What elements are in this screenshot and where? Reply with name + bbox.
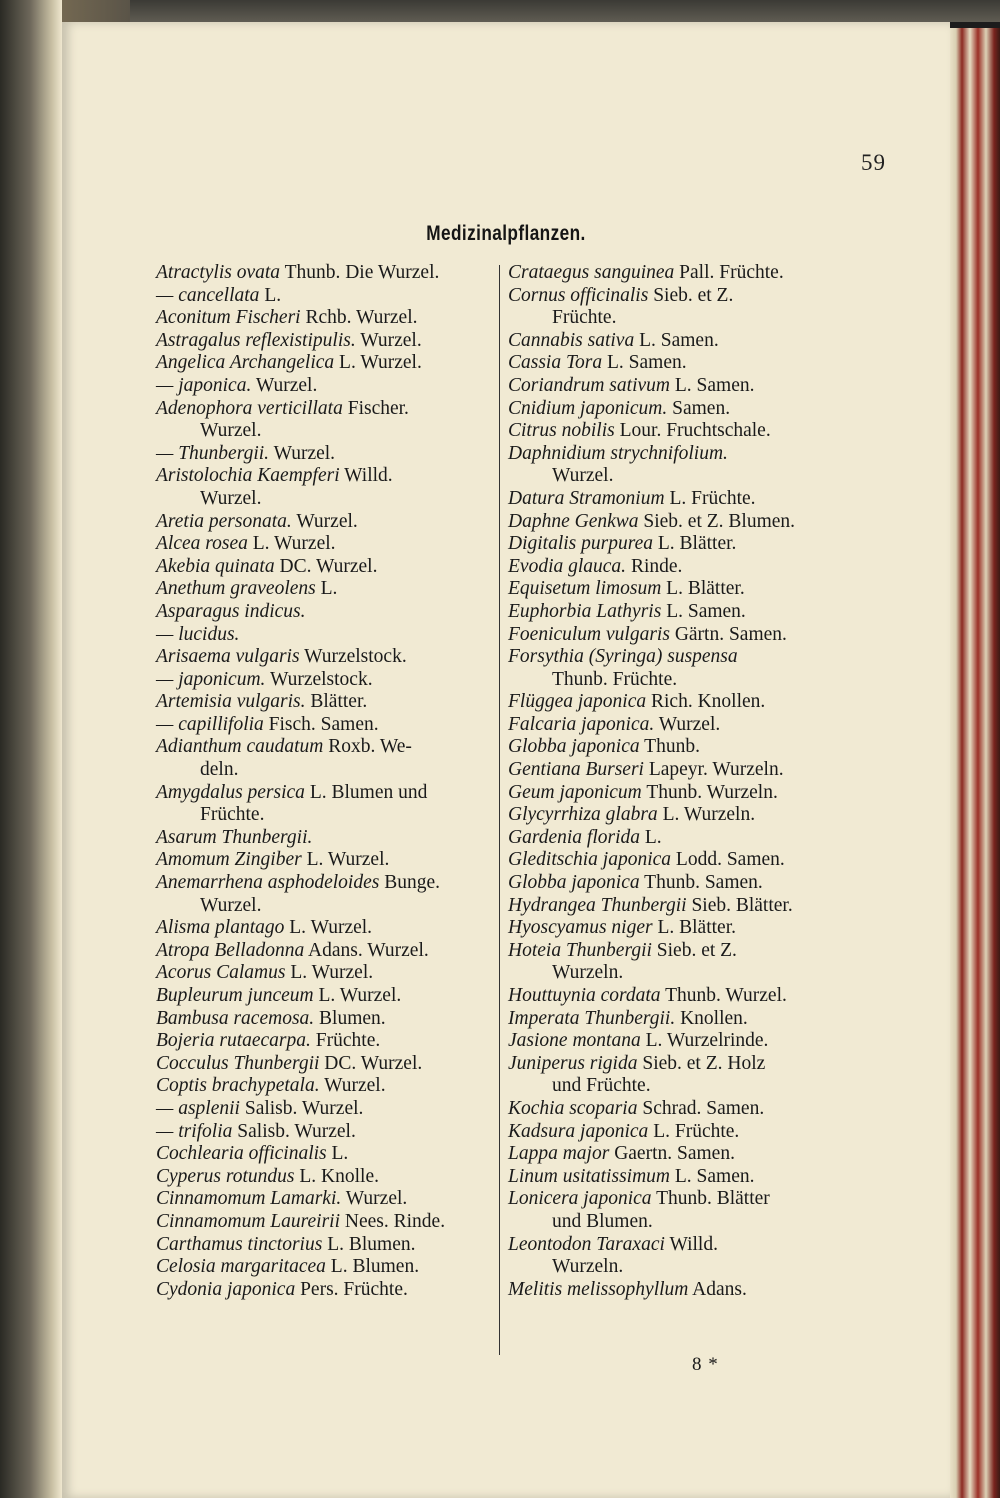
entry-line bbox=[156, 285, 496, 308]
entry-line bbox=[508, 691, 848, 714]
species-description: Sieb. et Z. Holz bbox=[642, 1052, 766, 1074]
entry-line bbox=[508, 1121, 848, 1144]
entry-line bbox=[508, 307, 848, 330]
species-name: Cnidium japonicum. bbox=[508, 397, 668, 419]
entry-line bbox=[508, 1053, 848, 1076]
entry-line bbox=[156, 624, 496, 647]
entry-continuation: Wurzeln. bbox=[552, 1256, 624, 1278]
species-name: Jasione montana bbox=[508, 1030, 641, 1052]
species-name: Digitalis purpurea bbox=[508, 533, 653, 555]
species-name: Cochlearia officinalis bbox=[156, 1143, 327, 1165]
species-description: Wurzel. bbox=[658, 713, 721, 735]
species-name: Cannabis sativa bbox=[508, 329, 635, 351]
species-description: L. bbox=[331, 1143, 349, 1165]
entry-line bbox=[156, 420, 496, 443]
species-description: L. Blumen. bbox=[327, 1233, 416, 1255]
species-name: Houttuynia cordata bbox=[508, 985, 661, 1006]
entry-continuation: Früchte. bbox=[552, 307, 617, 329]
entry-continuation: deln. bbox=[200, 759, 239, 781]
species-name: Kadsura japonica bbox=[508, 1120, 649, 1142]
entry-line bbox=[156, 782, 496, 805]
species-name: Carthamus tinctorius bbox=[156, 1233, 323, 1255]
entry-line bbox=[156, 985, 496, 1008]
entry-line bbox=[156, 511, 496, 534]
entry-line bbox=[156, 375, 496, 398]
entry-line bbox=[156, 262, 496, 285]
species-name: Adenophora verticillata bbox=[156, 397, 343, 419]
entry-line bbox=[156, 646, 496, 669]
species-name: — trifolia bbox=[156, 1120, 233, 1142]
entry-line bbox=[508, 895, 848, 918]
species-name: — lucidus. bbox=[156, 623, 240, 645]
entry-line bbox=[156, 1075, 496, 1098]
entry-line bbox=[156, 398, 496, 421]
entry-line bbox=[508, 849, 848, 872]
entry-line bbox=[508, 511, 848, 534]
species-description: Pall. Früchte. bbox=[679, 262, 784, 283]
species-description: Gärtn. Samen. bbox=[674, 623, 787, 645]
species-description: Willd. bbox=[669, 1233, 718, 1255]
entry-line bbox=[508, 352, 848, 375]
entry-line bbox=[156, 1143, 496, 1166]
species-description: L. Blätter. bbox=[666, 578, 745, 600]
entry-line bbox=[508, 782, 848, 805]
entry-line bbox=[156, 1053, 496, 1076]
species-description: L. Wurzel. bbox=[339, 352, 422, 374]
species-description: Thunb. Wurzeln. bbox=[646, 781, 778, 803]
entry-line bbox=[508, 827, 848, 850]
species-name: Asparagus indicus. bbox=[156, 600, 306, 622]
species-description: Pers. Früchte. bbox=[300, 1278, 408, 1300]
entry-line bbox=[156, 872, 496, 895]
entry-line bbox=[508, 1211, 848, 1234]
book-page bbox=[62, 22, 950, 1498]
species-description: Blumen. bbox=[319, 1007, 386, 1029]
species-description: Adans. Wurzel. bbox=[308, 939, 429, 961]
entry-continuation: Wurzel. bbox=[552, 465, 614, 487]
species-name: — japonica. bbox=[156, 374, 252, 396]
species-description: Thunb. Die Wurzel. bbox=[284, 262, 440, 283]
species-name: Glycyrrhiza glabra bbox=[508, 804, 658, 826]
entry-line bbox=[508, 759, 848, 782]
species-name: Atropa Belladonna bbox=[156, 939, 305, 961]
species-name: Bojeria rutaecarpa. bbox=[156, 1030, 311, 1052]
entry-line bbox=[156, 1166, 496, 1189]
species-name: Falcaria japonica. bbox=[508, 713, 655, 735]
species-name: Alisma plantago bbox=[156, 917, 285, 939]
species-name: Hydrangea Thunbergii bbox=[508, 894, 687, 916]
entry-line bbox=[508, 285, 848, 308]
entry-line bbox=[156, 556, 496, 579]
entry-line bbox=[156, 330, 496, 353]
book-gutter bbox=[0, 0, 62, 1498]
species-name: — capillifolia bbox=[156, 713, 264, 735]
species-name: Celosia margaritacea bbox=[156, 1256, 326, 1278]
species-description: Sieb. et Z. bbox=[656, 939, 737, 961]
species-description: Wurzel. bbox=[273, 442, 336, 464]
species-name: Evodia glauca. bbox=[508, 555, 627, 577]
species-name: Datura Stramonium bbox=[508, 487, 665, 509]
entry-line bbox=[156, 849, 496, 872]
entry-continuation: und Früchte. bbox=[552, 1075, 651, 1097]
species-description: Adans. bbox=[692, 1278, 747, 1300]
entry-continuation: Früchte. bbox=[200, 804, 265, 826]
species-name: Aconitum Fischeri bbox=[156, 307, 301, 329]
species-description: Roxb. We- bbox=[328, 736, 412, 758]
species-description: Wurzelstock. bbox=[304, 646, 407, 668]
species-description: Thunb. Samen. bbox=[644, 872, 763, 894]
entry-line bbox=[156, 1188, 496, 1211]
species-name: Cydonia japonica bbox=[156, 1278, 296, 1300]
entry-line bbox=[508, 533, 848, 556]
species-name: — japonicum. bbox=[156, 668, 266, 690]
entry-line bbox=[156, 352, 496, 375]
species-name: Alcea rosea bbox=[156, 533, 248, 555]
entry-line bbox=[508, 917, 848, 940]
entry-line bbox=[508, 985, 848, 1008]
entry-line bbox=[156, 307, 496, 330]
entry-line bbox=[508, 669, 848, 692]
entry-line bbox=[156, 1030, 496, 1053]
entry-line bbox=[508, 872, 848, 895]
entry-continuation: Wurzeln. bbox=[552, 962, 624, 984]
species-description: L. Samen. bbox=[607, 352, 687, 374]
entry-line bbox=[508, 646, 848, 669]
species-description: Lour. Fruchtschale. bbox=[619, 420, 771, 442]
species-name: Cassia Tora bbox=[508, 352, 603, 374]
species-name: Adianthum caudatum bbox=[156, 736, 324, 758]
entry-line bbox=[156, 1256, 496, 1279]
species-description: Thunb. Wurzel. bbox=[665, 985, 787, 1006]
entry-line bbox=[508, 375, 848, 398]
entry-line bbox=[156, 601, 496, 624]
species-description: Knollen. bbox=[680, 1007, 748, 1029]
species-name: Atractylis ovata bbox=[156, 262, 281, 283]
page-heading: Medizinalpflanzen. bbox=[426, 222, 586, 245]
entry-line bbox=[156, 895, 496, 918]
species-name: Gentiana Burseri bbox=[508, 759, 644, 781]
species-name: Juniperus rigida bbox=[508, 1052, 638, 1074]
species-name: Arisaema vulgaris bbox=[156, 646, 300, 668]
entry-line bbox=[156, 465, 496, 488]
species-description: Sieb. Blätter. bbox=[691, 894, 793, 916]
page-number: 59 bbox=[861, 150, 886, 175]
species-description: L. Blätter. bbox=[657, 917, 736, 939]
species-description: Fischer. bbox=[347, 397, 409, 419]
species-description: Thunb. Blätter bbox=[656, 1188, 770, 1210]
species-name: Hyoscyamus niger bbox=[508, 917, 653, 939]
species-name: Bupleurum junceum bbox=[156, 985, 314, 1006]
species-description: L. Samen. bbox=[674, 374, 755, 396]
species-description: Wurzelstock. bbox=[269, 668, 373, 690]
species-name: Globba japonica bbox=[508, 872, 640, 894]
entry-line bbox=[156, 1098, 496, 1121]
species-name: Cyperus rotundus bbox=[156, 1165, 295, 1187]
species-description: Sieb. et Z. bbox=[653, 284, 734, 306]
left-column bbox=[156, 262, 496, 1301]
species-description: Wurzel. bbox=[324, 1075, 386, 1097]
entry-line bbox=[156, 578, 496, 601]
species-description: L. Knolle. bbox=[299, 1165, 379, 1187]
entry-line bbox=[508, 1143, 848, 1166]
species-name: Akebia quinata bbox=[156, 555, 275, 577]
species-name: Euphorbia Lathyris bbox=[508, 600, 662, 622]
species-name: Lonicera japonica bbox=[508, 1188, 652, 1210]
species-description: L. Wurzeln. bbox=[662, 804, 756, 826]
species-description: Früchte. bbox=[315, 1030, 381, 1052]
species-description: L. Wurzel. bbox=[306, 849, 390, 871]
species-name: Angelica Archangelica bbox=[156, 352, 335, 374]
species-description: Rich. Knollen. bbox=[650, 691, 766, 713]
species-name: Bambusa racemosa. bbox=[156, 1007, 315, 1029]
entry-line bbox=[156, 488, 496, 511]
species-name: Geum japonicum bbox=[508, 781, 642, 803]
species-name: — asplenii bbox=[156, 1097, 240, 1119]
species-name: Kochia scoparia bbox=[508, 1097, 638, 1119]
species-name: Cocculus Thunbergii bbox=[156, 1052, 320, 1074]
species-name: Cinnamomum Laureirii bbox=[156, 1210, 341, 1232]
signature-mark: 8 * bbox=[692, 1354, 719, 1375]
entry-line bbox=[156, 940, 496, 963]
species-description: Lodd. Samen. bbox=[675, 849, 785, 871]
entry-line bbox=[156, 827, 496, 850]
species-name: Equisetum limosum bbox=[508, 578, 662, 600]
species-description: Nees. Rinde. bbox=[344, 1210, 446, 1232]
species-description: L. Blätter. bbox=[657, 533, 737, 555]
entry-line bbox=[508, 624, 848, 647]
entry-line bbox=[156, 1121, 496, 1144]
entry-line bbox=[508, 736, 848, 759]
entry-line bbox=[156, 533, 496, 556]
entry-line bbox=[508, 556, 848, 579]
species-name: Acorus Calamus bbox=[156, 962, 286, 984]
species-name: Aretia personata. bbox=[156, 510, 292, 532]
species-description: L. bbox=[320, 578, 338, 600]
entry-line bbox=[156, 736, 496, 759]
entry-line bbox=[508, 1279, 848, 1302]
entry-line bbox=[508, 465, 848, 488]
entry-line bbox=[156, 1008, 496, 1031]
species-name: Linum usitatissimum bbox=[508, 1165, 670, 1187]
species-description: DC. Wurzel. bbox=[279, 555, 378, 577]
species-description: Willd. bbox=[344, 465, 393, 487]
entry-line bbox=[508, 443, 848, 466]
entry-line bbox=[156, 804, 496, 827]
species-name: Crataegus sanguinea bbox=[508, 262, 675, 283]
entry-line bbox=[508, 262, 848, 285]
page-edges bbox=[948, 28, 1000, 1498]
species-description: L. bbox=[644, 826, 662, 848]
species-name: — cancellata bbox=[156, 284, 260, 306]
species-description: Lapeyr. Wurzeln. bbox=[648, 759, 784, 781]
species-description: L. bbox=[264, 284, 282, 306]
species-name: Asarum Thunbergii. bbox=[156, 826, 313, 848]
species-name: Daphnidium strychnifolium. bbox=[508, 442, 728, 464]
species-description: Salisb. Wurzel. bbox=[244, 1097, 364, 1119]
entry-line bbox=[156, 962, 496, 985]
species-name: Flüggea japonica bbox=[508, 691, 647, 713]
species-description: Rchb. Wurzel. bbox=[305, 307, 418, 329]
species-description: Gaertn. Samen. bbox=[614, 1143, 735, 1165]
entry-line bbox=[508, 398, 848, 421]
species-name: Aristolochia Kaempferi bbox=[156, 465, 340, 487]
entry-line bbox=[156, 1234, 496, 1257]
species-description: L. Wurzel. bbox=[290, 962, 374, 984]
species-name: Hoteia Thunbergii bbox=[508, 939, 652, 961]
species-name: Astragalus reflexistipulis. bbox=[156, 329, 356, 351]
species-name: Gardenia florida bbox=[508, 826, 640, 848]
species-description: L. Wurzel. bbox=[318, 985, 402, 1006]
entry-line bbox=[508, 962, 848, 985]
species-description: DC. Wurzel. bbox=[324, 1052, 423, 1074]
species-description: L. Samen. bbox=[639, 329, 719, 351]
entry-line bbox=[156, 1211, 496, 1234]
entry-line bbox=[508, 940, 848, 963]
species-name: Forsythia (Syringa) suspensa bbox=[508, 646, 738, 668]
species-name: Citrus nobilis bbox=[508, 420, 615, 442]
species-description: L. Früchte. bbox=[653, 1120, 740, 1142]
species-description: L. Blumen. bbox=[330, 1256, 420, 1278]
species-description: L. Samen. bbox=[666, 600, 746, 622]
entry-line bbox=[508, 601, 848, 624]
species-name: — Thunbergii. bbox=[156, 442, 270, 464]
species-description: Blätter. bbox=[310, 691, 368, 713]
species-description: Wurzel. bbox=[360, 329, 422, 351]
entry-line bbox=[156, 669, 496, 692]
species-name: Leontodon Taraxaci bbox=[508, 1233, 665, 1255]
species-description: L. Wurzel. bbox=[289, 917, 373, 939]
entry-line bbox=[508, 1188, 848, 1211]
species-description: L. Blumen und bbox=[309, 781, 428, 803]
entry-line bbox=[508, 488, 848, 511]
entry-line bbox=[508, 804, 848, 827]
species-description: Sieb. et Z. Blumen. bbox=[643, 510, 796, 532]
species-name: Imperata Thunbergii. bbox=[508, 1007, 676, 1029]
entry-line bbox=[156, 443, 496, 466]
entry-line bbox=[508, 1098, 848, 1121]
entry-line bbox=[156, 714, 496, 737]
species-name: Anemarrhena asphodeloides bbox=[156, 872, 380, 894]
species-name: Melitis melissophyllum bbox=[508, 1278, 689, 1300]
species-description: Wurzel. bbox=[255, 374, 318, 396]
species-name: Amygdalus persica bbox=[156, 781, 305, 803]
entry-continuation: Wurzel. bbox=[200, 894, 262, 916]
species-name: Lappa major bbox=[508, 1143, 610, 1165]
species-name: Amomum Zingiber bbox=[156, 849, 302, 871]
entry-continuation: Wurzel. bbox=[200, 487, 262, 509]
species-description: Wurzel. bbox=[345, 1188, 408, 1210]
species-name: Coptis brachypetala. bbox=[156, 1075, 320, 1097]
entry-line bbox=[508, 330, 848, 353]
species-name: Gleditschia japonica bbox=[508, 849, 672, 871]
species-description: Rinde. bbox=[630, 555, 683, 577]
entry-line bbox=[508, 578, 848, 601]
entry-line bbox=[156, 759, 496, 782]
species-description: L. Wurzelrinde. bbox=[645, 1030, 769, 1052]
species-name: Cornus officinalis bbox=[508, 284, 649, 306]
entry-line bbox=[508, 1166, 848, 1189]
entry-line bbox=[508, 1008, 848, 1031]
species-name: Globba japonica bbox=[508, 736, 640, 758]
species-name: Cinnamomum Lamarki. bbox=[156, 1188, 342, 1210]
entry-line bbox=[508, 1234, 848, 1257]
species-description: Wurzel. bbox=[296, 510, 358, 532]
species-name: Anethum graveolens bbox=[156, 578, 316, 600]
species-name: Artemisia vulgaris. bbox=[156, 691, 306, 713]
entry-line bbox=[156, 691, 496, 714]
species-name: Coriandrum sativum bbox=[508, 374, 670, 396]
entry-continuation: und Blumen. bbox=[552, 1210, 653, 1232]
species-description: L. Wurzel. bbox=[252, 533, 336, 555]
species-description: Bunge. bbox=[384, 872, 440, 894]
scan-top-edge bbox=[0, 0, 1000, 22]
species-description: L. Früchte. bbox=[669, 487, 756, 509]
species-description: Salisb. Wurzel. bbox=[237, 1120, 356, 1142]
entry-line bbox=[156, 917, 496, 940]
entry-continuation: Thunb. Früchte. bbox=[552, 668, 678, 690]
column-divider bbox=[499, 265, 500, 1355]
right-column bbox=[508, 262, 848, 1301]
entry-line bbox=[508, 1030, 848, 1053]
species-description: Thunb. bbox=[644, 736, 700, 758]
species-description: Schrad. Samen. bbox=[642, 1097, 765, 1119]
species-name: Daphne Genkwa bbox=[508, 510, 639, 532]
entry-line bbox=[508, 420, 848, 443]
entry-line bbox=[508, 714, 848, 737]
entry-line bbox=[508, 1075, 848, 1098]
species-description: Fisch. Samen. bbox=[268, 713, 379, 735]
species-description: L. Samen. bbox=[674, 1165, 755, 1187]
species-description: Samen. bbox=[672, 397, 731, 419]
entry-line bbox=[156, 1279, 496, 1302]
entry-line bbox=[508, 1256, 848, 1279]
species-name: Foeniculum vulgaris bbox=[508, 623, 670, 645]
entry-continuation: Wurzel. bbox=[200, 420, 262, 442]
